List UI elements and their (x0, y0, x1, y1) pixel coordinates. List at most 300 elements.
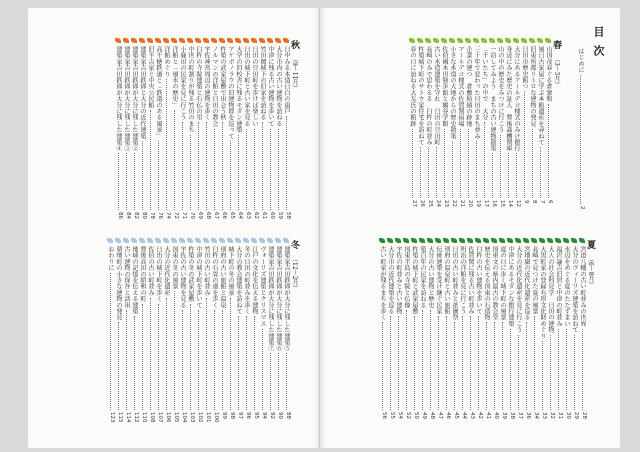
toc-entry (274, 238, 282, 426)
leaf-bullet-icon (473, 38, 479, 43)
leaf-bullet-icon (235, 238, 241, 243)
toc-entry (218, 238, 226, 426)
toc-entry-page: 32 (549, 412, 555, 419)
leader-dots (558, 329, 559, 410)
leaf-bullet-icon (147, 38, 153, 43)
leader-dots (254, 316, 255, 410)
toc-entry (186, 238, 194, 426)
toc-entry-title: 大黒町家の登録有形文化財めぐり (539, 246, 546, 339)
leader-dots (190, 304, 191, 410)
leader-dots (142, 304, 143, 410)
leaf-bullet-icon (251, 38, 257, 43)
toc-entry (282, 238, 290, 426)
toc-entry-page: 7 (539, 200, 545, 204)
leader-dots (382, 322, 383, 410)
toc-entry-page: 61 (261, 212, 267, 219)
toc-entry (576, 40, 584, 220)
leaf-bullet-icon (251, 238, 257, 243)
toc-entry (514, 238, 522, 426)
leader-dots (412, 129, 413, 198)
toc-entry-title: 別府の古い旅館と温泉 (219, 246, 226, 308)
leader-dots (230, 141, 231, 210)
leaf-bullet-icon (513, 38, 519, 43)
toc-entry-page: 29 (573, 412, 579, 419)
toc-entry-title: 大人の社会科見学 日田の建物 (547, 246, 554, 333)
toc-entry-page: 48 (429, 412, 435, 419)
toc-entry (138, 38, 146, 226)
leaf-bullet-icon (243, 238, 249, 243)
leader-dots (222, 310, 223, 410)
section-autumn-months: （9〜11月） (291, 56, 298, 92)
toc-entry (538, 238, 546, 426)
toc-entry (578, 238, 586, 426)
toc-entry-title: 建築家吉田鉄郎が大分に残した建築③ (123, 46, 130, 152)
toc-entry-page: 37 (517, 412, 523, 419)
toc-entry (250, 38, 258, 226)
toc-entry (242, 38, 250, 226)
toc-entry-title: 宮地嶽の近代化遺産を巡る (523, 246, 530, 321)
leaf-bullet-icon (187, 38, 193, 43)
toc-entry-title: 大分のヴィーリズ建築を訪ねて (571, 246, 578, 333)
toc-entry-title: 日中みる木造日白の雨戸 (283, 46, 290, 115)
leaf-bullet-icon (123, 238, 129, 243)
toc-entry (170, 38, 178, 226)
toc-entry-title: 大学の旧校舎に残るモダン建築 (235, 46, 242, 133)
front-matter (574, 40, 584, 220)
leaf-bullet-icon (179, 38, 185, 43)
leaf-bullet-icon (555, 238, 561, 243)
toc-entry-title: 中津に残る古い建物を歩いて (267, 46, 274, 127)
leader-dots (198, 122, 199, 210)
leaf-bullet-icon (235, 38, 241, 43)
toc-entry (474, 238, 482, 426)
toc-entry-page: 99 (221, 412, 227, 419)
toc-entry-page: 2 (579, 206, 585, 210)
leaf-bullet-icon (409, 38, 415, 43)
toc-entry (440, 38, 448, 214)
leader-dots (468, 129, 469, 198)
toc-entry (138, 238, 146, 426)
leaf-bullet-icon (521, 38, 527, 43)
leader-dots (540, 147, 541, 198)
toc-entry (114, 38, 122, 226)
toc-entry (274, 38, 282, 226)
toc-entry-title: 日田の古い町並みと祇園祭 (451, 246, 458, 321)
toc-entry-title: 企業の建つ 倉敷紡績の跡地 (465, 46, 472, 127)
toc-entry (258, 38, 266, 226)
toc-entry-title: 身近にみた歴史の証人 豊後森機関庫 (505, 46, 512, 152)
toc-entry (218, 38, 226, 226)
leader-dots (182, 310, 183, 410)
leader-dots (542, 341, 543, 410)
toc-entry (426, 238, 434, 426)
toc-entry (106, 238, 114, 426)
leaf-bullet-icon (579, 238, 585, 243)
leaf-bullet-icon (259, 38, 265, 43)
toc-entry-page: 42 (477, 412, 483, 419)
toc-entry-title: 城下町の冬の風景 (227, 246, 234, 296)
toc-entry (570, 238, 578, 426)
toc-entry-title: 春の日に訪ねる大友氏の館跡 (409, 46, 416, 127)
toc-entry-page: 97 (237, 412, 243, 419)
section-summer-name: 夏 (585, 240, 595, 249)
leader-dots (126, 153, 127, 210)
toc-entry (442, 238, 450, 426)
toc-entry-title: 大分市内の古い建物を訪ねる (275, 46, 282, 127)
toc-entry-title: 歴史を伝える国東の石造物 (483, 246, 490, 321)
toc-entry-title: 福沢諭吉旧居と中津の町並み (555, 246, 562, 327)
toc-entry-title: 大分の近代化遺産 (163, 246, 170, 296)
leader-dots (486, 322, 487, 410)
leaf-bullet-icon (523, 238, 529, 243)
leader-dots (582, 329, 583, 410)
toc-entry-title: 建築家吉田鉄郎が大分に残した建築⑦ (267, 246, 274, 352)
leaf-bullet-icon (425, 38, 431, 43)
toc-entry (162, 238, 170, 426)
toc-entry (522, 238, 530, 426)
toc-entry-title: 建築家吉田鉄郎が大分に残した建築④ (115, 46, 122, 152)
leader-dots (532, 129, 533, 198)
toc-entry-page: 54 (397, 412, 403, 419)
toc-entry-title: 豊後高田の昭和の町 (139, 246, 146, 302)
toc-entry-page: 69 (197, 212, 203, 219)
toc-entry-page: 67 (213, 212, 219, 219)
leaf-bullet-icon (179, 238, 185, 243)
leaf-bullet-icon (163, 238, 169, 243)
section-summer (354, 238, 600, 428)
leaf-bullet-icon (227, 38, 233, 43)
toc-entry (450, 238, 458, 426)
toc-entry-title: 明治の洋館を見に行こう (459, 246, 466, 315)
leaf-bullet-icon (563, 238, 569, 243)
toc-entry-title: おわりに (107, 246, 114, 271)
toc-entry (146, 238, 154, 426)
toc-entry (250, 238, 258, 426)
leaf-bullet-icon (441, 38, 447, 43)
leaf-bullet-icon (187, 238, 193, 243)
leader-dots (444, 129, 445, 198)
leader-dots (174, 291, 175, 410)
leaf-bullet-icon (115, 238, 121, 243)
toc-entry (394, 238, 402, 426)
toc-entry-title: 宇佐の町並みと古い建物 (395, 246, 402, 315)
leaf-bullet-icon (195, 38, 201, 43)
leaf-bullet-icon (275, 238, 281, 243)
toc-entry (410, 238, 418, 426)
toc-entry-title: 高千穂鉄道と「鉄道のある風景」 (155, 46, 162, 139)
leaf-bullet-icon (395, 238, 401, 243)
toc-entry-page: 17 (483, 200, 489, 207)
leaf-bullet-icon (387, 238, 393, 243)
leaf-bullet-icon (211, 238, 217, 243)
leader-dots (438, 316, 439, 410)
toc-entry-page: 46 (445, 412, 451, 419)
toc-entry-title: 築百年の民家を訪ねる (419, 246, 426, 308)
toc-entry-page: 107 (157, 412, 163, 423)
toc-entry-page: 25 (427, 200, 433, 207)
leader-dots (420, 147, 421, 198)
toc-entry-title: 冬の日田の町並みを歩く (243, 246, 250, 315)
leaf-bullet-icon (507, 238, 513, 243)
leader-dots (476, 141, 477, 198)
section-spring-months: （3〜5月） (553, 56, 560, 88)
leader-dots (500, 135, 501, 198)
leaf-bullet-icon (171, 238, 177, 243)
toc-entry-page: 114 (125, 412, 131, 423)
leaf-bullet-icon (283, 238, 289, 243)
toc-entry-title: 旧平吉家と中央公民館 (147, 46, 154, 108)
toc-entry-page: 31 (557, 412, 563, 419)
leader-dots (574, 335, 575, 410)
toc-entry (504, 38, 512, 214)
toc-entry (544, 38, 552, 214)
section-autumn (64, 38, 304, 228)
toc-entry-title: 中津にあるモダンな銀行建築 (507, 246, 514, 327)
toc-entry-page: 95 (253, 412, 259, 419)
leader-dots (470, 316, 471, 410)
leaf-bullet-icon (379, 238, 385, 243)
toc-entry (536, 38, 544, 214)
toc-entry-title: 国東の冬の風景 (171, 246, 178, 290)
toc-entry (418, 238, 426, 426)
leaf-bullet-icon (499, 238, 505, 243)
toc-entry-page: 34 (533, 412, 539, 419)
leader-dots (414, 316, 415, 410)
leader-dots (406, 310, 407, 410)
toc-entry-page: 43 (469, 412, 475, 419)
toc-entry-page: 12 (515, 200, 521, 207)
leaf-bullet-icon (267, 238, 273, 243)
toc-entry-page: 105 (173, 412, 179, 423)
toc-entry (266, 38, 274, 226)
toc-entry-title: 中津の城下町を歩いて (195, 246, 202, 308)
toc-entry (266, 238, 274, 426)
leaf-bullet-icon (147, 238, 153, 243)
leaf-bullet-icon (417, 38, 423, 43)
leaf-bullet-icon (411, 238, 417, 243)
leader-dots (492, 153, 493, 198)
leader-dots (478, 316, 479, 410)
toc-entry-page: 14 (507, 200, 513, 207)
toc-entry-title: 古い建物の保存と活用 (123, 246, 130, 308)
leaf-bullet-icon (259, 238, 265, 243)
toc-entry-page: 44 (461, 412, 467, 419)
toc-entry-title: 日出の城下町を歩く (155, 246, 162, 302)
leaf-bullet-icon (483, 238, 489, 243)
leaf-bullet-icon (497, 38, 503, 43)
toc-entry (386, 238, 394, 426)
toc-entry-title: 水辺をめぐる夏のたたずまい (563, 246, 570, 327)
toc-entry-title: ヴォーリズ建築とクリスマス (259, 246, 266, 327)
leaf-bullet-icon (481, 38, 487, 43)
toc-entry-title: 大分の教会建築を訪ねて (235, 246, 242, 315)
toc-entry-title: 江戸の文化を伝える建物 (251, 246, 258, 315)
toc-entry-title: 国重文の県内最古の教会堂 (491, 246, 498, 321)
toc-entry-title: 大分の近代化遺産を見に行こう (515, 246, 522, 333)
toc-entry-page: 101 (205, 412, 211, 423)
toc-entry-title: 建築家吉田鉄郎と大分の近代建築 (139, 46, 146, 139)
toc-entry (114, 238, 122, 426)
toc-entry-page: 72 (173, 212, 179, 219)
toc-entry-title: 建築家吉田鉄郎が大分に残した建築⑤ (283, 246, 290, 352)
toc-entry-page: 47 (437, 412, 443, 419)
toc-entry-page: 39 (501, 412, 507, 419)
section-winter-months: （12〜2月） (291, 256, 298, 292)
toc-entry (528, 38, 536, 214)
leaf-bullet-icon (243, 38, 249, 43)
leaf-bullet-icon (515, 238, 521, 243)
toc-entry-title: 建築家吉田鉄郎が大分に残した建築⑥ (275, 246, 282, 352)
toc-title: 目次 (592, 26, 605, 64)
leader-dots (286, 116, 287, 210)
leaf-bullet-icon (457, 38, 463, 43)
toc-entry-page: 33 (541, 412, 547, 419)
toc-entry-page: 60 (269, 212, 275, 219)
leaf-bullet-icon (267, 38, 273, 43)
toc-entry (416, 38, 424, 214)
toc-entry-page: 19 (475, 200, 481, 207)
toc-entry-page: 62 (253, 212, 259, 219)
toc-entry-page: 115 (117, 412, 123, 423)
leaf-bullet-icon (211, 38, 217, 43)
toc-entry (480, 38, 488, 214)
toc-entry-title: ノルマンの洋館と日田の教会 (211, 46, 218, 127)
toc-entry-page: 64 (237, 212, 243, 219)
leaf-bullet-icon (545, 38, 551, 43)
toc-entry (210, 38, 218, 226)
toc-entry-page: 9 (523, 200, 529, 204)
toc-entry (490, 238, 498, 426)
toc-entry-page: 20 (467, 200, 473, 207)
toc-entry-page: 49 (421, 412, 427, 419)
toc-entry-page: 106 (165, 412, 171, 423)
leader-dots (150, 298, 151, 410)
toc-entry-title: アールデコ様式の佐賀関宿場 (457, 46, 464, 127)
toc-entry-page: 66 (221, 212, 227, 219)
toc-entry-page: 65 (229, 212, 235, 219)
leader-dots (462, 316, 463, 410)
toc-entry-page: 38 (509, 412, 515, 419)
leader-dots (134, 316, 135, 410)
toc-entry-page: 82 (133, 212, 139, 219)
toc-entry-page: 50 (413, 412, 419, 419)
toc-entry (146, 38, 154, 226)
toc-entry (448, 38, 456, 214)
toc-entry-page: 30 (565, 412, 571, 419)
leader-dots (118, 153, 119, 210)
toc-entry (258, 238, 266, 426)
leaf-bullet-icon (155, 38, 161, 43)
toc-entry-page: 22 (451, 200, 457, 207)
toc-entry-page: 104 (181, 412, 187, 423)
toc-entry-title: 宮迫八幡の古い町並みの世界 (579, 246, 586, 327)
leader-dots (206, 122, 207, 210)
leader-dots (222, 122, 223, 210)
leader-dots (150, 110, 151, 210)
toc-entry-page: 40 (493, 412, 499, 419)
toc-entry-title: 洋館と「風水の歴史」 (171, 46, 178, 108)
toc-entry-page: 80 (141, 212, 147, 219)
leaf-bullet-icon (451, 238, 457, 243)
leader-dots (270, 129, 271, 210)
leader-dots (126, 310, 127, 410)
toc-entry (402, 238, 410, 426)
toc-entry (202, 238, 210, 426)
toc-entry (194, 238, 202, 426)
toc-entry (186, 38, 194, 226)
toc-entry-title: 長崎で見つけた夏の風景 (531, 246, 538, 315)
toc-entry (234, 238, 242, 426)
toc-entry-title: 臼杵の寺院建築と石仏の里 (195, 46, 202, 121)
toc-entry-title: 風日古家屋に学ぶ本館遺産を尋ねて (537, 46, 544, 146)
leader-dots (580, 75, 581, 204)
leader-dots (158, 141, 159, 210)
leader-dots (262, 329, 263, 410)
leader-dots (518, 335, 519, 410)
toc-entry-page: 16 (491, 200, 497, 207)
toc-entry (282, 38, 290, 226)
leader-dots (548, 104, 549, 198)
toc-entry-title: 杵築の武家屋敷で出会う秋 (219, 46, 226, 121)
leaf-bullet-icon (475, 238, 481, 243)
toc-entry-title: 朝地町の小さな建物の発見 (115, 246, 122, 321)
leaf-bullet-icon (163, 38, 169, 43)
leader-dots (270, 353, 271, 410)
toc-entry-page: 86 (117, 212, 123, 219)
leader-dots (460, 129, 461, 198)
toc-entry-page: 21 (459, 200, 465, 207)
leader-dots (254, 129, 255, 210)
leaf-bullet-icon (449, 38, 455, 43)
toc-entry-title: 佐伯國木田独歩館と鶴谷学館 (441, 46, 448, 127)
leader-dots (516, 153, 517, 198)
toc-entry-title: 杵築の城下町と武家屋敷 (411, 246, 418, 315)
toc-entry (162, 38, 170, 226)
toc-entry-title: 建築家吉田鉄郎が大分に残した建築② (131, 46, 138, 152)
toc-entry-page: 36 (525, 412, 531, 419)
toc-entry-page: 94 (261, 412, 267, 419)
leader-dots (508, 153, 509, 198)
toc-entry-title: 臼杵の石畳の道を歩く (211, 246, 218, 308)
section-winter (54, 238, 304, 428)
leader-dots (214, 129, 215, 210)
toc-entry-title: 臼杵の古い建物を歩いて (475, 246, 482, 315)
leader-dots (158, 304, 159, 410)
leader-dots (534, 316, 535, 410)
leader-dots (238, 135, 239, 210)
leaf-bullet-icon (467, 238, 473, 243)
leaf-bullet-icon (435, 238, 441, 243)
toc-entry (178, 238, 186, 426)
toc-entry-page: 70 (189, 212, 195, 219)
leaf-bullet-icon (539, 238, 545, 243)
toc-entry-page: 98 (229, 412, 235, 419)
toc-entry-title: 大分の古い建物と歴史 (427, 246, 434, 308)
leader-dots (566, 329, 567, 410)
leaf-bullet-icon (489, 38, 495, 43)
toc-entry (482, 238, 490, 426)
leader-dots (526, 322, 527, 410)
toc-entry (408, 38, 416, 214)
toc-entry-title: 山国茂春ぐる倉衆和 (545, 46, 552, 102)
leaf-bullet-icon (491, 238, 497, 243)
toc-entry-title: 国東半島の寺院と仏像 (403, 246, 410, 308)
leader-dots (436, 147, 437, 198)
toc-entry-page: 27 (411, 200, 417, 207)
toc-entry-page: 24 (435, 200, 441, 207)
toc-entry-title: 一泊してみよう まちの古い建物散策 (489, 46, 496, 152)
leaf-bullet-icon (203, 38, 209, 43)
